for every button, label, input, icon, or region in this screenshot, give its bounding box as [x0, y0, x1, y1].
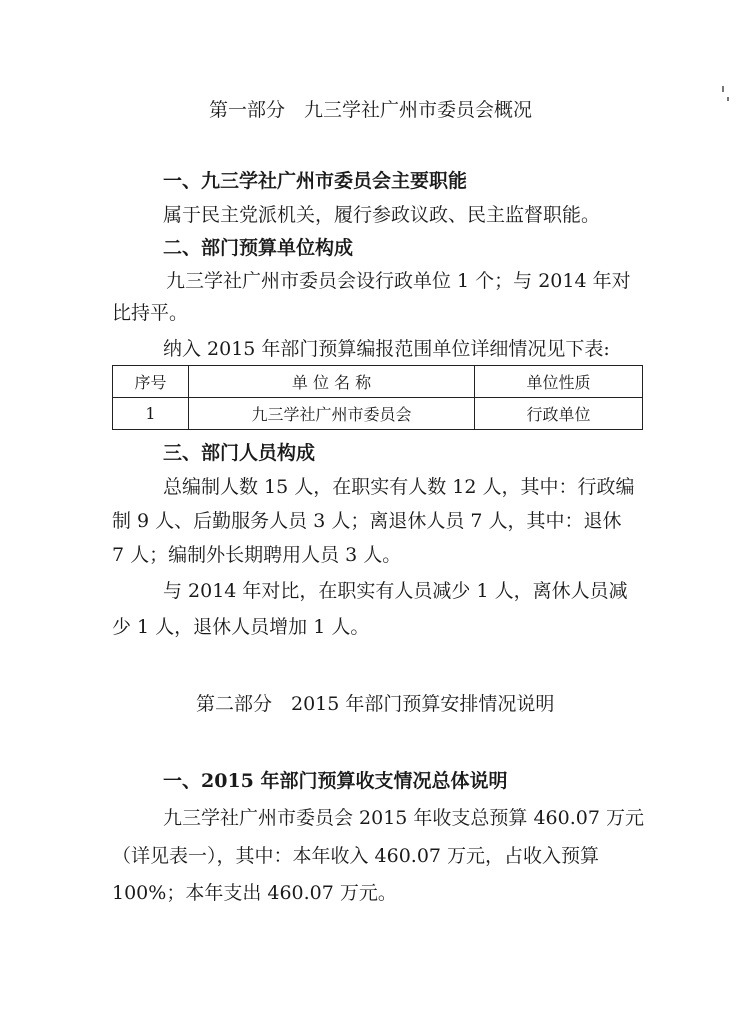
unit-table	[112, 365, 643, 430]
section2-text-line2: 比持平。	[112, 302, 189, 324]
section3-p2-line1: 与 2014 年对比，在职实有人员减少 1 人，离休人员减	[163, 580, 628, 602]
table-header-row	[113, 366, 643, 398]
table-cell-unit-type: 行政单位	[475, 398, 643, 430]
part2-text-line2: （详见表一），其中：本年收入 460.07 万元，占收入预算	[112, 845, 600, 867]
section2-text-line1: 九三学社广州市委员会设行政单位 1 个；与 2014 年对	[166, 270, 631, 292]
table-cell-index: 1	[113, 398, 189, 430]
section3-p1-line2: 制 9 人、后勤服务人员 3 人；离退休人员 7 人，其中：退休	[112, 510, 622, 532]
section1-heading: 一、九三学社广州市委员会主要职能	[163, 170, 468, 192]
section3-p2-line2: 少 1 人，退休人员增加 1 人。	[112, 616, 370, 638]
table-cell-unit-name: 九三学社广州市委员会	[189, 398, 475, 430]
section1-text: 属于民主党派机关，履行参政议政、民主监督职能。	[163, 204, 601, 226]
table-intro: 纳入 2015 年部门预算编报范围单位详细情况见下表:	[163, 338, 610, 360]
part1-title: 第一部分 九三学社广州市委员会概况	[209, 99, 533, 121]
part2-text-line1: 九三学社广州市委员会 2015 年收支总预算 460.07 万元	[163, 807, 644, 829]
table-header-index: 序号	[113, 366, 189, 398]
part2-title: 第二部分 2015 年部门预算安排情况说明	[196, 693, 555, 715]
table-row	[113, 398, 643, 430]
scan-speck	[722, 86, 724, 92]
section3-p1-line1: 总编制人数 15 人，在职实有人数 12 人，其中：行政编	[163, 476, 635, 498]
section2-heading: 二、部门预算单位构成	[163, 237, 354, 259]
section3-heading: 三、部门人员构成	[163, 442, 316, 464]
scan-speck	[727, 97, 729, 101]
part2-section1-heading: 一、2015 年部门预算收支情况总体说明	[163, 770, 508, 792]
section3-p1-line3: 7 人；编制外长期聘用人员 3 人。	[112, 544, 402, 566]
table-header-unit-name: 单 位 名 称	[189, 366, 475, 398]
table-header-unit-type: 单位性质	[475, 366, 643, 398]
part2-text-line3: 100%；本年支出 460.07 万元。	[112, 882, 397, 904]
